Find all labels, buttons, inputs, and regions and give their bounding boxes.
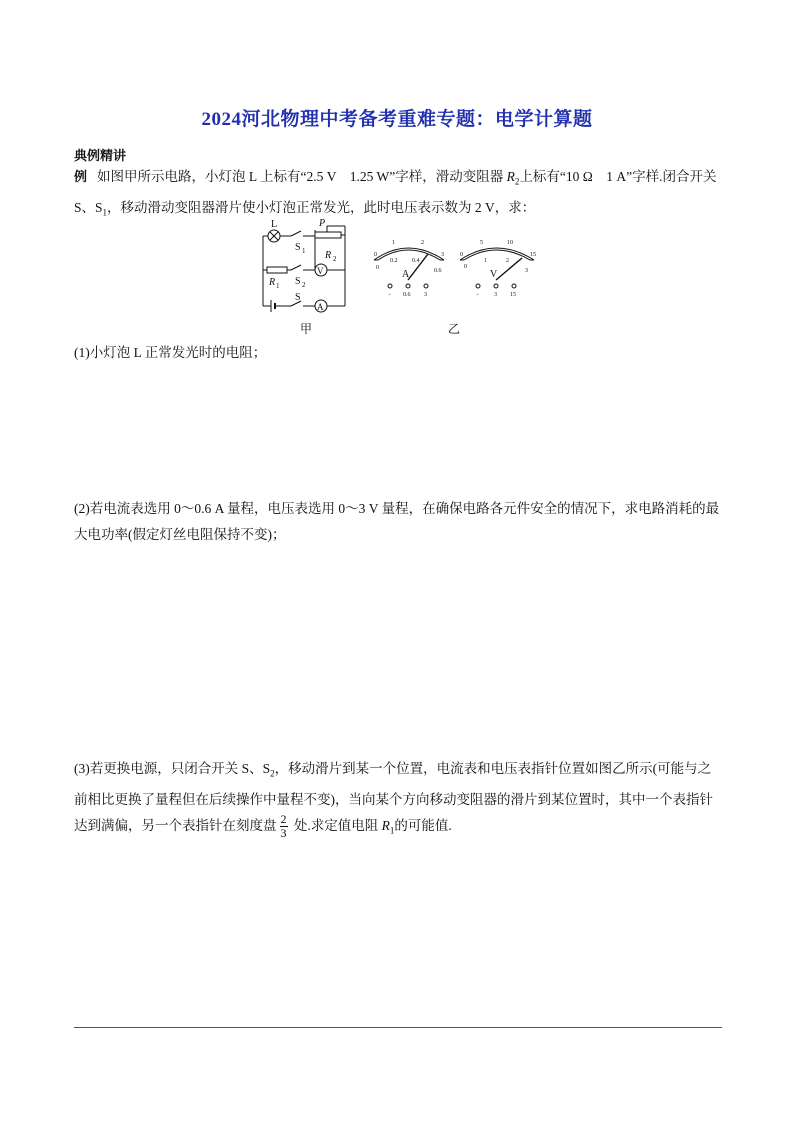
figure-caption-jia: 甲: [300, 322, 313, 336]
ammeter-outer-tick: 0: [374, 252, 377, 258]
fraction-two-thirds: $\frac{2}{3}$: [280, 812, 287, 841]
voltmeter-dial: [454, 234, 540, 314]
ammeter-inner-tick: 0.2: [390, 258, 398, 264]
svg-text:1: 1: [302, 247, 306, 255]
voltmeter-outer-tick: 0: [460, 252, 463, 258]
switch-s2-label: S: [295, 276, 301, 287]
r2-label: R: [325, 250, 332, 261]
question-2: (2)若电流表选用 0～0.6 A 量程，电压表选用 0～3 V 量程，在确保电路各元件安全的情况下，求电路消耗的最大电功率(假定灯丝电阻保持不变)；: [74, 501, 720, 542]
voltmeter-inner-tick: 2: [506, 258, 509, 264]
example-intro: 例 如图甲所示电路，小灯泡 L 上标有“2.5 V 1.25 W”字样，滑动变阻器 $R_2$上标有“10 Ω 1 A”字样.闭合开关 S、$S_1$，移动滑动变阻器滑片使小灯泡正常发光，此时电压表示数为 2 V，求：: [74, 169, 717, 218]
voltmeter-inner-tick: 3: [525, 268, 528, 274]
ammeter-inner-tick: 0.4: [412, 258, 420, 264]
example-label: 例: [74, 170, 88, 185]
switch-s-label: S: [295, 292, 301, 303]
ammeter-dial: [368, 234, 450, 314]
footer-divider: [74, 1027, 722, 1028]
ammeter-terminal: 0.6: [403, 292, 411, 298]
svg-text:1: 1: [276, 282, 280, 290]
ammeter-outer-tick: 3: [441, 252, 444, 258]
voltmeter-dial-symbol: V: [490, 269, 498, 280]
voltmeter-inner-tick: 1: [484, 258, 487, 264]
page-title: 2024河北物理中考备考重难专题：电学计算题: [201, 109, 593, 130]
svg-text:2: 2: [333, 255, 337, 263]
voltmeter-terminal: 3: [494, 292, 497, 298]
r1-label: R: [269, 277, 276, 288]
ammeter-outer-tick: 1: [392, 240, 395, 246]
ammeter-inner-tick: 0: [376, 265, 379, 271]
voltmeter-outer-tick: 10: [507, 240, 513, 246]
voltmeter-outer-tick: 15: [530, 252, 536, 258]
section-heading: 典例精讲: [74, 149, 127, 164]
ammeter-symbol: A: [317, 302, 324, 312]
question-1: (1)小灯泡 L 正常发光时的电阻；: [74, 345, 267, 360]
ammeter-terminal: 3: [424, 292, 427, 298]
figure-caption-yi: 乙: [448, 322, 461, 336]
slider-label: P: [319, 218, 326, 229]
ammeter-inner-tick: 0.6: [434, 268, 442, 274]
circuit-diagram: [255, 218, 355, 318]
switch-s1-label: S: [295, 242, 301, 253]
ammeter-outer-tick: 2: [421, 240, 424, 246]
voltmeter-inner-tick: 0: [464, 264, 467, 270]
question-3: (3)若更换电源，只闭合开关 S、$S_2$，移动滑片到某一个位置，电流表和电压表指针位置如图乙所示(可能与之前相比更换了量程但在后续操作中量程不变)，当向某个方向移动变阻器的滑片到某位置时，其中一个表指针达到满偏，另一个表指针在刻度盘 $\frac{2}{3}$ 处.求定值电阻 $R_1$的可能值.: [74, 761, 713, 841]
voltmeter-terminal: 15: [510, 292, 516, 298]
ammeter-dial-symbol: A: [402, 269, 410, 280]
svg-text:2: 2: [302, 281, 306, 289]
voltmeter-symbol: V: [317, 266, 324, 276]
ammeter-terminal: −: [388, 292, 392, 298]
lamp-label: L: [271, 219, 278, 230]
voltmeter-terminal: −: [476, 292, 480, 298]
voltmeter-outer-tick: 5: [480, 240, 483, 246]
